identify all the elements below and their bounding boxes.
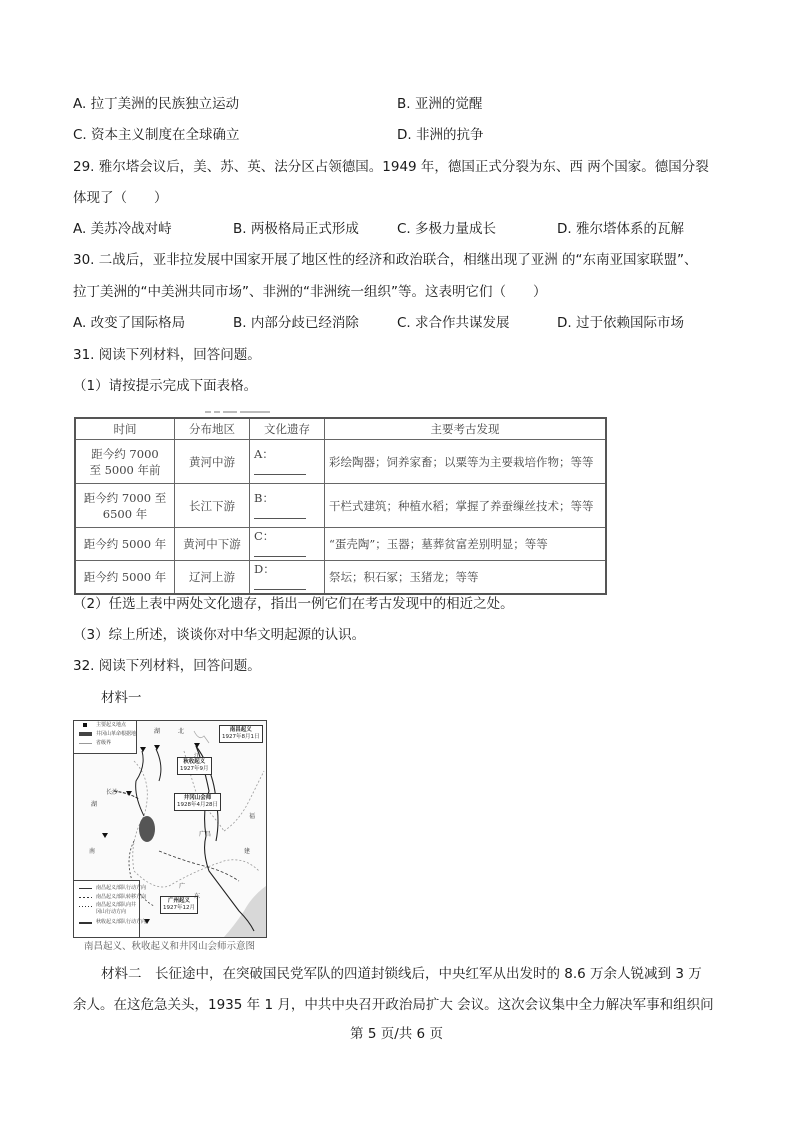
row-culture[interactable]: [250, 561, 325, 595]
q32-stem: 32. 阅读下列材料，回答问题。: [73, 658, 261, 674]
blank-c[interactable]: [254, 544, 306, 557]
legend-item: 主要起义地点: [74, 721, 136, 730]
blank-a[interactable]: [254, 462, 306, 475]
nanchang-uprising-box: 南昌起义 1927年8月1日: [219, 725, 263, 743]
legend-item: 井冈山革命根据地: [74, 730, 136, 739]
legend-item: 南昌起义部队转移方向: [74, 893, 139, 902]
row-time-line1: 距今约 7000: [91, 446, 159, 461]
q29-stem-line2: 体现了（ ）: [73, 190, 168, 206]
row-region: 长江下游: [175, 484, 250, 528]
legend-item: 秋收起义部队行动方向: [74, 918, 139, 927]
map-place: 建: [244, 848, 251, 855]
map-place: 江: [194, 753, 201, 760]
blank-label-d: D：: [254, 562, 275, 576]
row-time: 距今约 5000 年: [75, 561, 175, 595]
culture-table-wrapper: [74, 417, 607, 595]
q29-option-b: B. 两极格局正式形成: [233, 221, 359, 237]
row-culture[interactable]: [250, 528, 325, 561]
row-time: [75, 440, 175, 484]
table-row: [75, 440, 606, 484]
q30-option-b: B. 内部分歧已经消除: [233, 315, 359, 331]
q29-stem-line1: 29. 雅尔塔会议后，美、苏、英、法分区占领德国。1949 年，德国正式分裂为东、西 两个国家。德国分裂: [73, 159, 709, 175]
blank-label-b: B：: [254, 490, 274, 505]
map-place: 广昌: [199, 831, 212, 838]
q29-option-a: A. 美苏冷战对峙: [73, 221, 172, 237]
legend-item: 南昌起义部队向井冈山行动方向: [74, 902, 139, 918]
page-footer: 第 5 页/共 6 页: [350, 1026, 443, 1042]
material1-label: 材料一: [101, 690, 142, 706]
row-region: 黄河中游: [175, 440, 250, 484]
blank-label-a: A：: [254, 446, 274, 461]
map-legend-top: [74, 721, 137, 754]
q31-stem: 31. 阅读下列材料，回答问题。: [73, 347, 261, 363]
table-faint-title: [205, 404, 280, 408]
map-place: 湖: [154, 728, 161, 735]
map-place: 长沙: [106, 789, 119, 796]
table-header-time: 时间: [75, 418, 175, 440]
legend-item: 省级界: [74, 739, 136, 748]
blank-b[interactable]: [254, 506, 306, 519]
q31-sub3: （3）综上所述，谈谈你对中华文明起源的认识。: [73, 627, 366, 643]
q29-option-c: C. 多极力量成长: [397, 221, 497, 237]
map-place: 福: [249, 813, 256, 820]
autumn-harvest-box: 秋收起义 1927年9月: [177, 757, 212, 775]
q28-option-a: A. 拉丁美洲的民族独立运动: [73, 96, 240, 112]
row-culture[interactable]: [250, 484, 325, 528]
map-place: 广: [179, 883, 186, 890]
row-findings: “蛋壳陶”；玉器；墓葬贫富差别明显；等等: [325, 528, 607, 561]
jinggangshan-box: 井冈山会师 1928年4月28日: [174, 793, 221, 811]
row-time: [75, 484, 175, 528]
blank-d[interactable]: [254, 577, 306, 590]
q30-stem-line1: 30. 二战后，亚非拉发展中国家开展了地区性的经济和政治联合，相继出现了亚洲 的“东南亚国家联盟”、: [73, 252, 698, 268]
map-legend-bottom: [74, 880, 147, 937]
map-caption: 南昌起义、秋收起义和井冈山会师示意图: [84, 941, 256, 952]
blank-label-c: C：: [254, 529, 275, 543]
table-header-region: 分布地区: [175, 418, 250, 440]
row-culture[interactable]: [250, 440, 325, 484]
table-header-culture: 文化遗存: [250, 418, 325, 440]
q28-option-d: D. 非洲的抗争: [397, 127, 484, 143]
row-time: 距今约 5000 年: [75, 528, 175, 561]
guangzhou-uprising-box: 广州起义 1927年12月: [160, 896, 198, 914]
map-place: 北: [178, 728, 185, 735]
legend-item: 南昌起义部队行动方向: [74, 884, 139, 893]
map-place: 东: [194, 893, 201, 900]
row-time-line1: 距今约 7000 至: [83, 490, 167, 505]
row-time-line2: 6500 年: [102, 506, 148, 521]
row-time-line2: 至 5000 年前: [89, 462, 161, 477]
q28-option-b: B. 亚洲的觉醒: [397, 96, 483, 112]
row-findings: 干栏式建筑；种植水稻；掌握了养蚕缫丝技术；等等: [325, 484, 607, 528]
map-place: 湖: [91, 801, 98, 808]
culture-table: [74, 417, 607, 595]
q31-sub1: （1）请按提示完成下面表格。: [73, 378, 258, 394]
row-findings: 彩绘陶器；饲养家畜；以粟等为主要栽培作物；等等: [325, 440, 607, 484]
q30-option-d: D. 过于依赖国际市场: [557, 315, 684, 331]
row-region: 黄河中下游: [175, 528, 250, 561]
q31-sub2: （2）任选上表中两处文化遗存，指出一例它们在考古发现中的相近之处。: [73, 596, 514, 612]
table-header-findings: 主要考古发现: [325, 418, 607, 440]
material2-line2: 余人。在这危急关头，1935 年 1 月，中共中央召开政治局扩大 会议。这次会议集中全力解决军事和组织问: [73, 997, 714, 1013]
table-row: [75, 561, 606, 595]
q30-option-a: A. 改变了国际格局: [73, 315, 186, 331]
q29-option-d: D. 雅尔塔体系的瓦解: [557, 221, 684, 237]
q28-option-c: C. 资本主义制度在全球确立: [73, 127, 240, 143]
material2-line1: 材料二 长征途中，在突破国民党军队的四道封锁线后，中央红军从出发时的 8.6 万余人锐减到 3 万: [101, 966, 702, 982]
uprising-map: [73, 720, 267, 938]
q30-option-c: C. 求合作共谋发展: [397, 315, 510, 331]
table-row: [75, 528, 606, 561]
row-region: 辽河上游: [175, 561, 250, 595]
q30-stem-line2: 拉丁美洲的“中美洲共同市场”、非洲的“非洲统一组织”等。这表明它们（ ）: [73, 284, 547, 300]
row-findings: 祭坛；积石冢；玉猪龙；等等: [325, 561, 607, 595]
table-row: [75, 484, 606, 528]
map-place: 南: [89, 848, 96, 855]
